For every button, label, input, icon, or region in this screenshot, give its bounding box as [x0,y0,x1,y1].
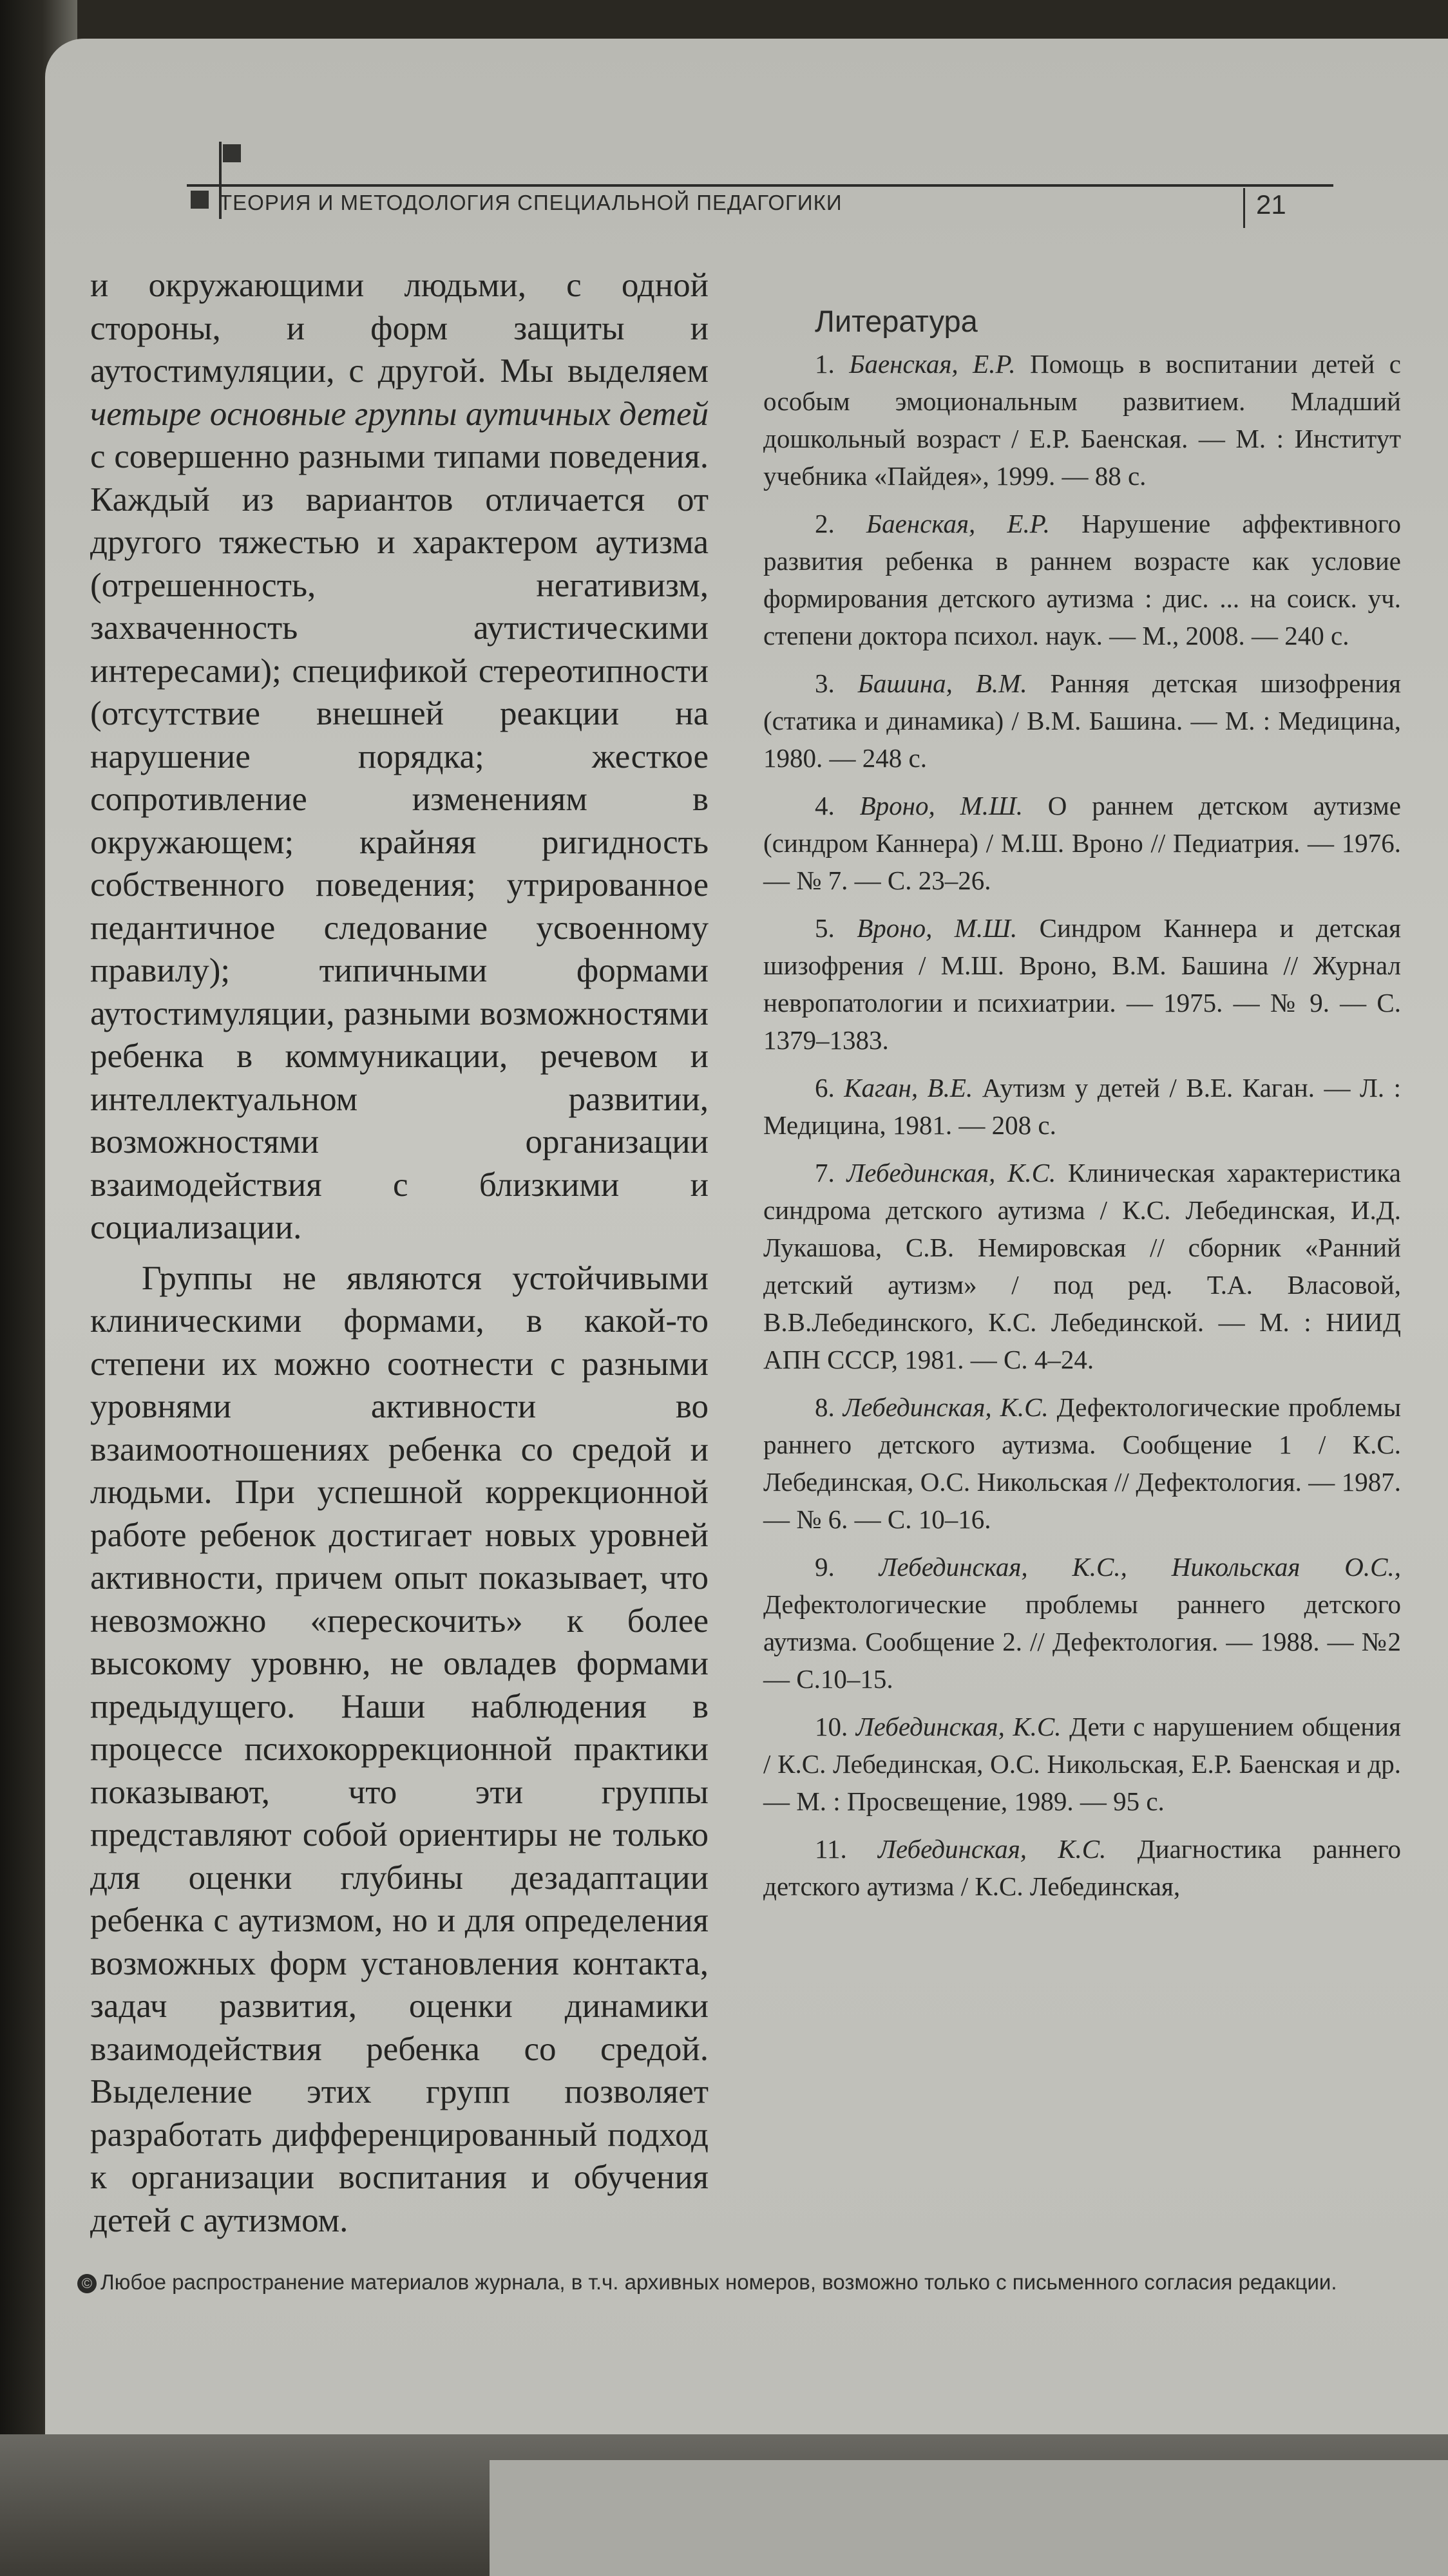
main-text-column [90,264,709,2242]
reference-author: Лебединская, К.С. [878,1834,1107,1864]
reference-text: Дети с нарушением общения / К.С. Лебединская, О.С. Никольская, Е.Р. Баенская и др. — М. : Просвещение, 1989. — 95 с. [763,1712,1401,1816]
reference-author: Лебединская, К.С. [855,1712,1062,1741]
copyright-notice [77,2270,1430,2295]
reference-number: 8. [815,1392,835,1422]
paragraph [90,264,709,1249]
reference-text: Аутизм у детей / В.Е. Каган. — Л. : Медицина, 1981. — 208 с. [763,1073,1402,1140]
reference-author: Лебединская, К.С., Никольская О.С., [879,1552,1402,1582]
reference-author: Баенская, Е.Р. [849,349,1016,379]
reference-author: Лебединская, К.С. [843,1392,1049,1422]
reference-text: Дефектологические проблемы раннего детского аутизма. Сообщение 1 / К.С. Лебединская, О.С. Никольская // Дефектология. — 1987. — № 6. — С. 10–16. [763,1392,1401,1534]
reference-author: Башина, В.М. [857,668,1027,698]
reference-author: Вроно, М.Ш. [857,913,1018,943]
literature-heading: Литература [815,304,978,338]
running-head [167,180,1353,238]
reference-author: Каган, В.Е. [844,1073,973,1103]
reference-text: Синдром Каннера и детская шизофрения / М.Ш. Вроно, В.М. Башина // Журнал невропатологии и психиатрии. — 1975. — № 9. — С. 1379–1383. [763,913,1401,1055]
header-square-marker [191,191,209,209]
header-square-marker [223,144,241,162]
reference-number: 6. [815,1073,835,1103]
reference-item [763,1830,1401,1905]
reference-number: 9. [815,1552,835,1582]
reference-number: 4. [815,791,835,820]
reference-author: Баенская, Е.Р. [866,509,1050,538]
page-number: 21 [1256,189,1286,220]
reference-number: 1. [815,349,835,379]
reference-text: Дефектологические проблемы раннего детского аутизма. Сообщение 2. // Дефектология. — 1988. — №2 — С.10–15. [763,1589,1401,1694]
reference-text: Ранняя детская шизофрения (статика и динамика) / В.М. Башина. — М. : Медицина, 1980. — 248 с. [763,668,1402,773]
reference-item [763,1154,1401,1378]
text-run: с совершенно разными типами поведения. Каждый из вариантов отличается от другого тяжестью и характером аутизма (отрешенность, негативизм, захваченность аутистическими интересами); спецификой стереотипности (отсутствие внешней реакции на нарушение порядка; жесткое сопротивление изменениям в окружающем; крайняя ригидность собственного поведения; утрированное педантичное следование усвоенному правилу); типичными формами аутостимуляции, разными возможностями ребенка в коммуникации, речевом и интеллектуальном развитии, возможностями организации взаимодействия с близкими и социализации. [90,438,709,1246]
header-rule [187,184,1333,187]
reference-item [763,909,1401,1059]
reference-list [763,345,1401,1905]
literature-column [763,303,1401,1915]
reference-item [763,1388,1401,1538]
reference-item [763,345,1401,495]
reference-item [763,505,1401,654]
reference-item [763,1548,1401,1698]
reference-author: Лебединская, К.С. [846,1158,1056,1188]
reference-number: 11. [815,1834,847,1864]
reference-number: 7. [815,1158,835,1188]
text-run: и окружающими людьми, с одной стороны, и форм защиты и аутостимуляции, с другой. Мы выделяем [90,267,709,390]
reference-number: 2. [815,509,835,538]
reference-item [763,1069,1401,1144]
paper-underneath [490,2460,1448,2576]
section-title: ТЕОРИЯ И МЕТОДОЛОГИЯ СПЕЦИАЛЬНОЙ ПЕДАГОГИКИ [219,191,843,214]
reference-number: 3. [815,668,835,698]
reference-text: Нарушение аффективного развития ребенка в раннем возрасте как условие формирования детского аутизма : дис. ... на соиск. уч. степени доктора психол. наук. — М., 2008. — 240 с. [763,509,1401,650]
copyright-icon: © [77,2274,97,2293]
reference-text: Помощь в воспитании детей с особым эмоциональным развитием. Младший дошкольный возраст / Е.Р. Баенская. — М. : Институт учебника «Пайдея», 1999. — 88 с. [763,349,1401,491]
paragraph: Группы не являются устойчивыми клиническими формами, в какой-то степени их можно соотнести с разными уровнями активности во взаимоотношениях ребенка со средой и людьми. При успешной коррекционной работе ребенок достигает новых уровней активности, причем опыт показывает, что невозможно «перескочить» к более высокому уровню, не овладев формами предыдущего. Наши наблюдения в процессе психокоррекционной практики показывают, что эти группы представляют собой ориентиры не только для оценки глубины дезадаптации ребенка с аутизмом, но и для определения возможных форм установления контакта, задач развития, оценки динамики взаимодействия ребенка со средой. Выделение этих групп позволяет разработать дифференцированный подход к организации воспитания и обучения детей с аутизмом. [90,1259,709,2239]
reference-number: 5. [815,913,835,943]
copyright-text: Любое распространение материалов журнала, в т.ч. архивных номеров, возможно только с письменного согласия редакции. [100,2270,1337,2294]
reference-text: О раннем детском аутизме (синдром Каннера) / М.Ш. Вроно // Педиатрия. — 1976. — № 7. — С. 23–26. [763,791,1401,895]
reference-text: Клиническая характеристика синдрома детского аутизма / К.С. Лебединская, И.Д. Лукашова, С.В. Немировская // сборник «Ранний детский аутизм» / под ред. Т.А. Власовой, В.В.Лебединского, К.С. Лебединской. — М. : НИИД АПН СССР, 1981. — С. 4–24. [763,1158,1401,1374]
reference-text: Диагностика раннего детского аутизма / К.С. Лебединская, [763,1834,1402,1901]
reference-author: Вроно, М.Ш. [859,791,1023,820]
reference-item [763,787,1401,899]
reference-number: 10. [815,1712,848,1741]
emphasized-text: четыре основные группы аутичных детей [90,395,709,433]
page-number-divider [1243,188,1245,228]
reference-item [763,1708,1401,1820]
reference-item [763,665,1401,777]
